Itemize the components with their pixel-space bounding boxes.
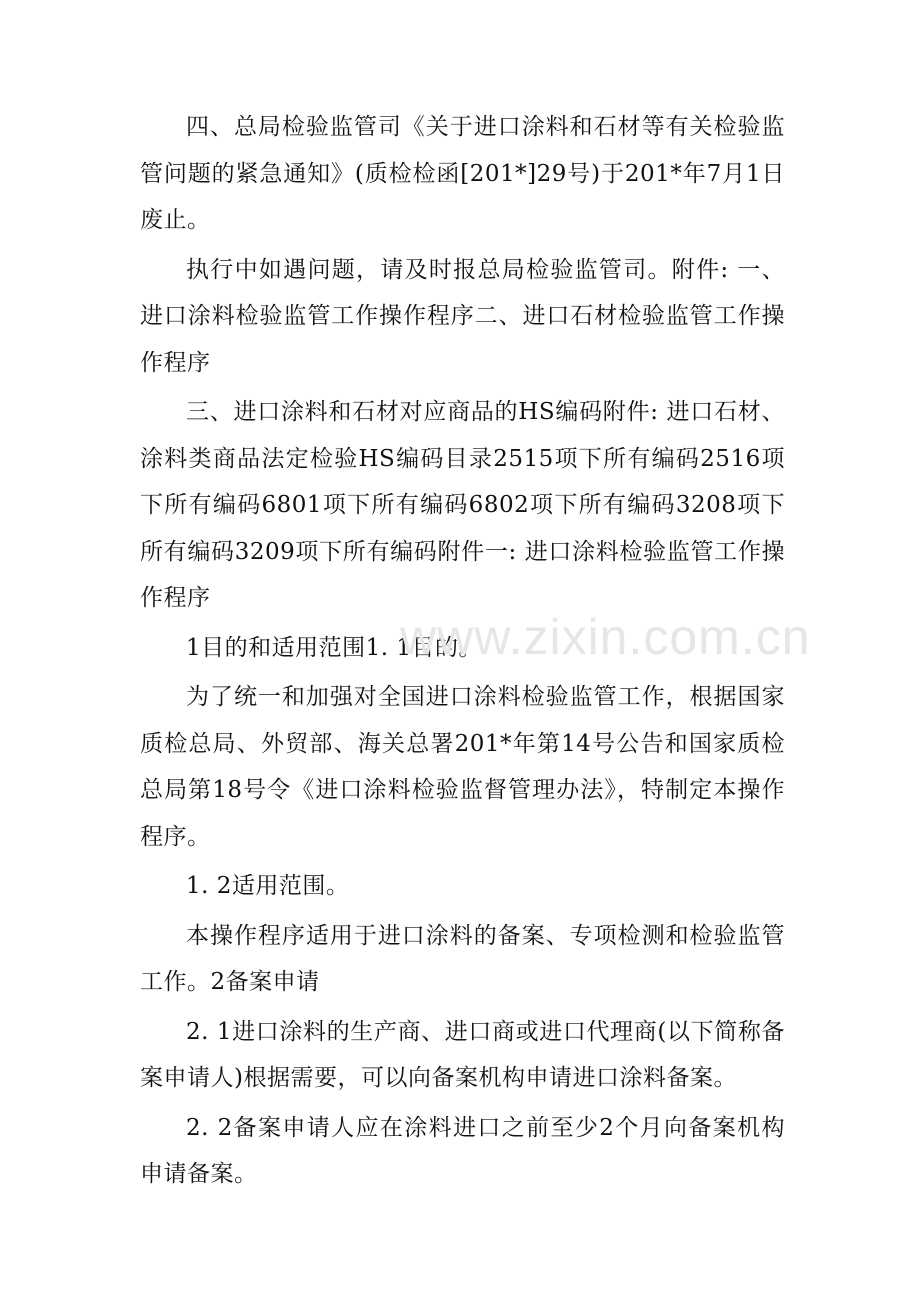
paragraph: 1目的和适用范围1. 1目的。	[186, 634, 483, 661]
paragraph: 为了统一和加强对全国进口涂料检验监管工作，根据国家质检总局、外贸部、海关总署201*年第14号公告和国家质检总局第18号令《进口涂料检验监督管理办法》，特制定本操作程序。	[140, 684, 785, 850]
paragraph: 四、总局检验监管司《关于进口涂料和石材等有关检验监管问题的紧急通知》(质检检函[201*]29号)于201*年7月1日废止。	[140, 114, 785, 233]
paragraph: 2. 2备案申请人应在涂料进口之前至少2个月向备案机构申请备案。	[140, 1114, 785, 1187]
paragraph: 本操作程序适用于进口涂料的备案、专项检测和检验监管工作。2备案申请	[140, 922, 785, 995]
document-body	[140, 104, 785, 1201]
paragraph: 执行中如遇问题，请及时报总局检验监管司。附件: 一、进口涂料检验监管工作操作程序二、进口石材检验监管工作操作程序	[140, 256, 785, 376]
paragraph: 三、进口涂料和石材对应商品的HS编码附件: 进口石材、涂料类商品法定检验HS编码目录2515项下所有编码2516项下所有编码6801项下所有编码6802项下所有编码3208项下所有编码3209项下所有编码附件一: 进口涂料检验监管工作操作程序	[140, 399, 785, 611]
watermark: www.zixin.com.cn	[400, 609, 811, 665]
paragraph: 2. 1进口涂料的生产商、进口商或进口代理商(以下简称备案申请人)根据需要，可以向备案机构申请进口涂料备案。	[140, 1018, 785, 1091]
paragraph: 1. 2适用范围。	[186, 873, 350, 899]
